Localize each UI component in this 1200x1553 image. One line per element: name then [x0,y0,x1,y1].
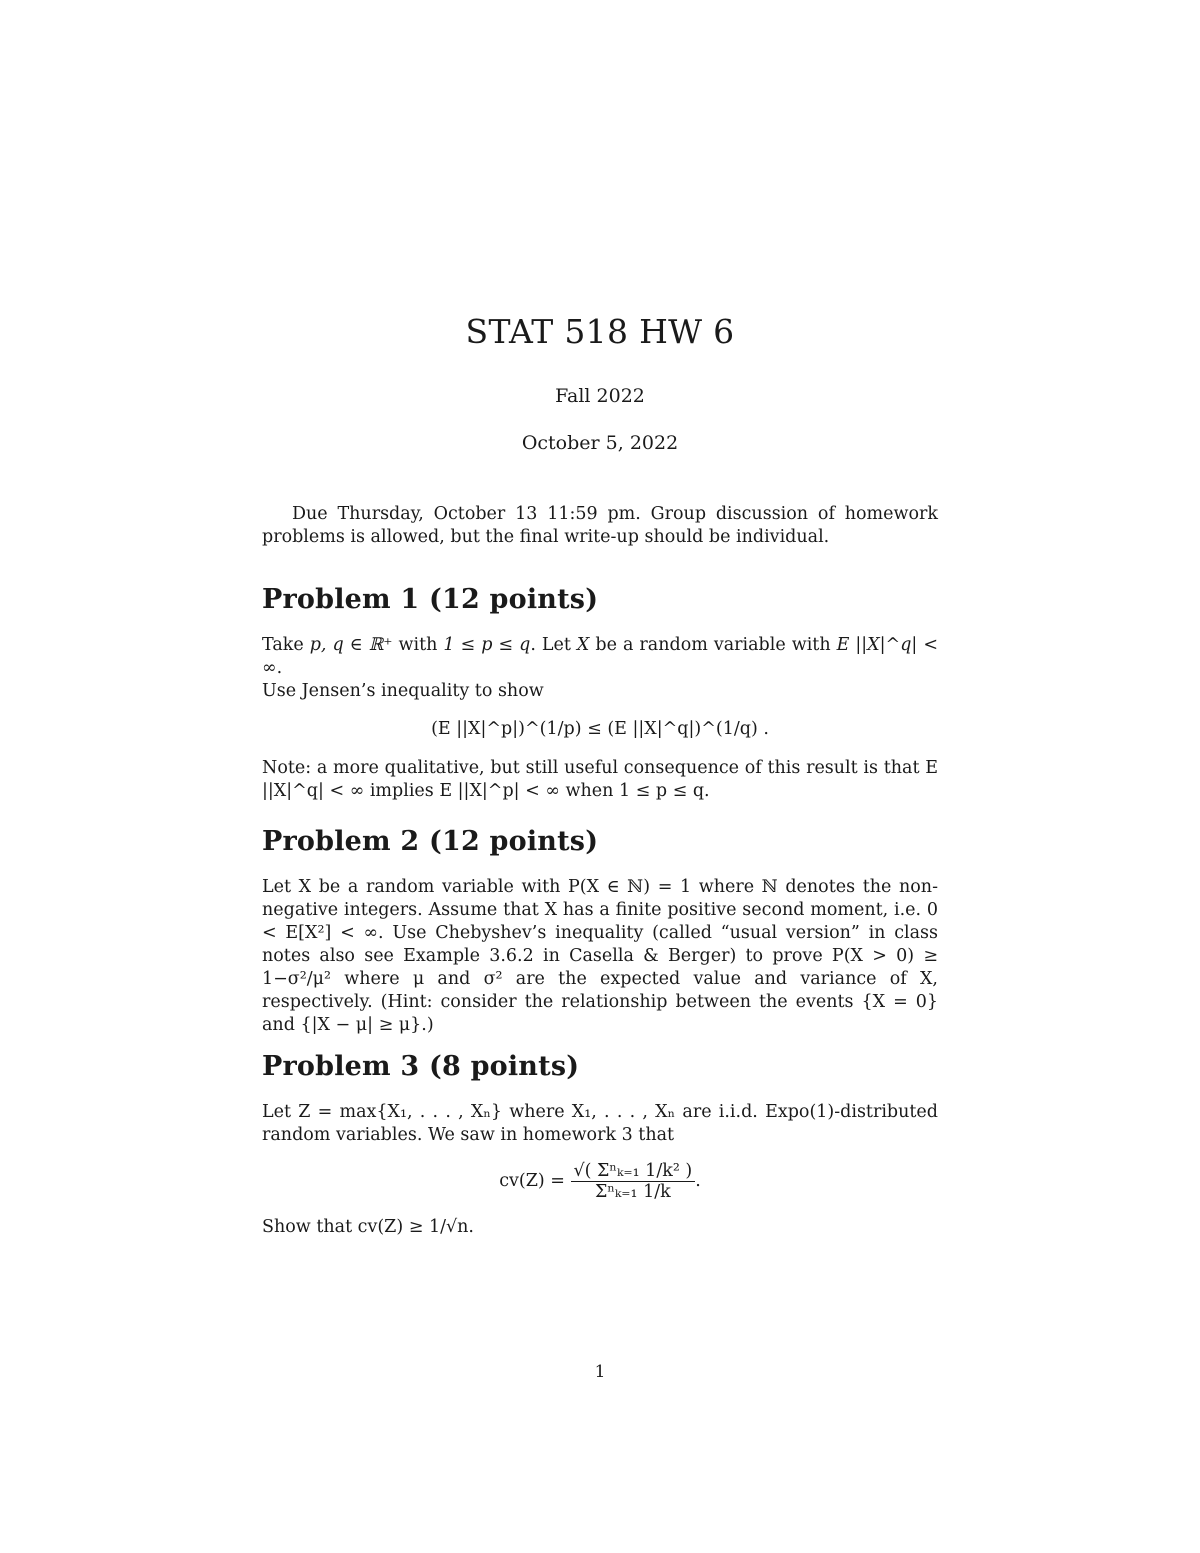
problem-1-statement [262,634,938,703]
problem-3-equation: cv(Z) = $\frac{\text{√( Σⁿₖ₌₁ 1/k² )}}{\text{Σⁿₖ₌₁ 1/k}}$ . [499,1161,701,1202]
p1-math: p, q ∈ ℝ⁺ [309,635,393,655]
p1-text: Take [262,635,310,655]
date-label: October 5, 2022 [521,432,679,454]
problem-3 [262,1051,938,1239]
p1-math: 1 ≤ p ≤ q [443,635,531,655]
cv-numerator: √( Σⁿₖ₌₁ 1/k² ) [571,1161,696,1182]
intro-block [262,503,938,549]
problem-3-body: Let Z = max{X₁, . . . , Xₙ} where X₁, . . . , Xₙ are i.i.d. Expo(1)-distributed random variables. We saw in homework 3 that [262,1102,938,1145]
p1-math: E ||X|^q| < ∞ [262,635,938,678]
page-number: 1 [594,1362,606,1382]
p1-text: Use Jensen’s inequality to show [262,681,544,701]
term-label: Fall 2022 [555,385,645,407]
problem-3-heading: Problem 3 (8 points) [262,1051,580,1082]
p1-text: with [392,635,444,655]
p1-text: be a random variable with [589,635,837,655]
intro-paragraph: Due Thursday, October 13 11:59 pm. Group discussion of homework problems is allowed, but the final write-up should be individual. [262,504,938,547]
cv-fraction [571,1161,696,1202]
problem-3-show: Show that cv(Z) ≥ 1/√n. [262,1217,474,1237]
problem-1-equation: (E ||X|^p|)^(1/p) ≤ (E ||X|^q|)^(1/q) . [431,719,769,739]
cv-denominator: Σⁿₖ₌₁ 1/k [594,1182,671,1202]
problem-2 [262,826,938,1037]
problem-1-heading: Problem 1 (12 points) [262,584,599,615]
problem-2-heading: Problem 2 (12 points) [262,826,599,857]
p1-math: X [576,635,590,655]
p1-text: . Let [530,635,577,655]
problem-2-body: Let X be a random variable with P(X ∈ ℕ) = 1 where ℕ denotes the non-negative integers. Assume that X has a finite positive second moment, i.e. 0 < E[X²] < ∞. Use Chebyshev’s inequality (called “usual version” in class notes also see Example 3.6.2 in Casella & Berger) to prove P(X > 0) ≥ 1−σ²/μ² where μ and σ² are the expected value and variance of X, respectively. (Hint: consider the relationship between the events {X = 0} and {|X − μ| ≥ μ}.) [262,877,938,1035]
problem-1 [262,584,938,803]
p1-text: . [276,658,283,678]
problem-1-note: Note: a more qualitative, but still useful consequence of this result is that E ||X|^q| < ∞ implies E ||X|^p| < ∞ when 1 ≤ p ≤ q. [262,758,938,801]
cv-lhs: cv(Z) = [499,1171,565,1191]
page-title: STAT 518 HW 6 [465,312,735,351]
